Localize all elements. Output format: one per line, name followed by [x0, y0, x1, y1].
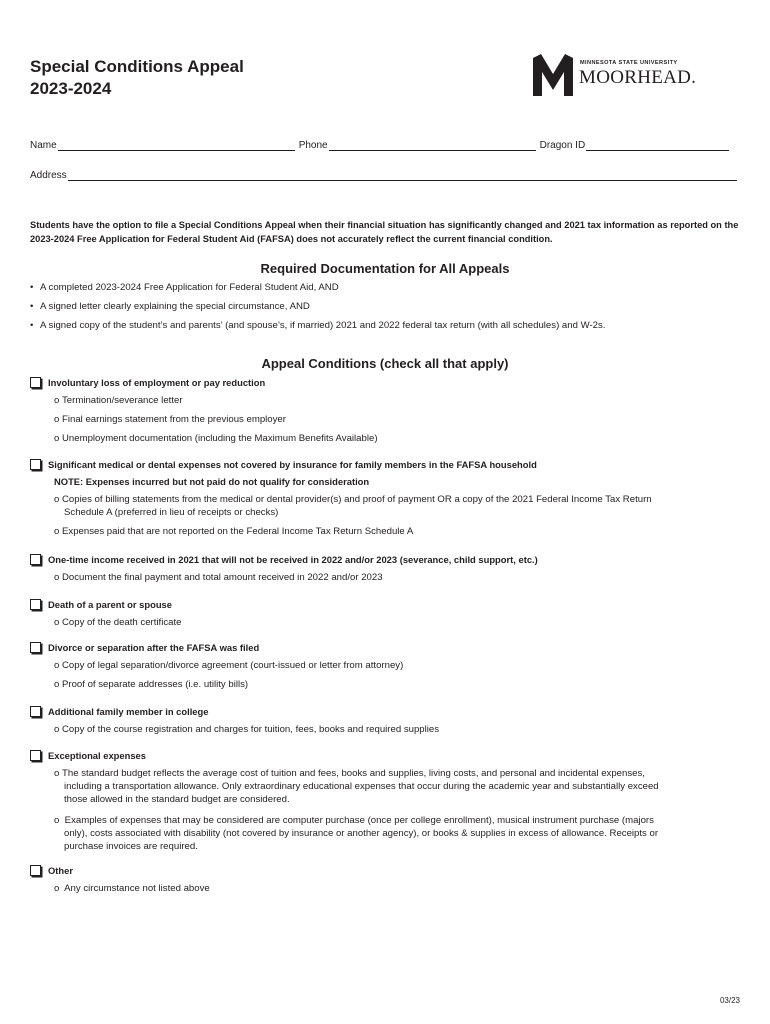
list-item: o Copy of the death certificate	[54, 617, 182, 628]
name-field[interactable]	[58, 141, 295, 151]
list-item: o Copy of the course registration and charges for tuition, fees, books and required supplies	[54, 724, 440, 735]
list-item: o Document the final payment and total amount received in 2022 and/or 2023	[54, 572, 383, 583]
list-item: o Copy of legal separation/divorce agreement (court-issued or letter from attorney)	[54, 660, 404, 671]
address-field[interactable]	[68, 171, 737, 181]
list-item: • A signed copy of the student’s and parents’ (and spouse’s, if married) 2021 and 2022 federal tax return (with all schedules) and W-2s.	[30, 320, 606, 331]
condition-family-in-college: Additional family member in college o Copy of the course registration and charges for tuition, fees, books and required supplies	[30, 706, 439, 736]
address-row	[30, 170, 741, 181]
note-text: NOTE: Expenses incurred but not paid do not qualify for consideration	[54, 476, 370, 487]
checkbox[interactable]	[30, 554, 41, 565]
list-item: • A completed 2023-2024 Free Application for Federal Student Aid, AND	[30, 282, 339, 293]
condition-employment-loss: Involuntary loss of employment or pay reduction o Termination/severance letter o Final earnings statement from the previous employer o Unemployment documentation (including the Maximum Benefits Available)	[30, 377, 378, 445]
list-item: o Examples of expenses that may be considered are computer purchase (once per college enrollment), musical instrument purchase (majors only), costs associated with disability (not covered by insurance or another agency), or books & supplies in excess of allowance. Receipts or purchase invoices are required.	[54, 815, 659, 852]
checkbox[interactable]	[30, 599, 41, 610]
phone-label: Phone	[298, 140, 328, 151]
list-item: o Unemployment documentation (including the Maximum Benefits Available)	[54, 433, 378, 444]
dragon-id-field[interactable]	[586, 141, 729, 151]
appeal-conditions-heading: Appeal Conditions (check all that apply)	[261, 356, 509, 371]
checkbox[interactable]	[30, 706, 41, 717]
msum-m-icon	[531, 52, 575, 98]
page-title	[30, 56, 244, 100]
name-label: Name	[30, 140, 57, 151]
dragon-id-label: Dragon ID	[539, 140, 586, 151]
revision-date: 03/23	[719, 996, 740, 1005]
phone-field[interactable]	[329, 141, 536, 151]
checkbox[interactable]	[30, 750, 41, 761]
logo-name: MOORHEAD.	[579, 67, 697, 88]
intro-paragraph: Students have the option to file a Special Conditions Appeal when their financial situation has significantly changed and 2021 tax information as reported on the 2023-2024 Free Application for Federal Student Aid (FAFSA) does not accurately reflect the current financial condition.	[30, 220, 739, 244]
list-item: o Any circumstance not listed above	[54, 883, 210, 894]
list-item: o Termination/severance letter	[54, 395, 183, 406]
condition-death: Death of a parent or spouse o Copy of the death certificate	[30, 599, 181, 629]
list-item: • A signed letter clearly explaining the special circumstance, AND	[30, 301, 310, 312]
checkbox[interactable]	[30, 377, 41, 388]
list-item: o Copies of billing statements from the medical or dental provider(s) and proof of payment OR a copy of the 2021 Federal Income Tax Return Schedule A (preferred in lieu of receipts or checks)	[54, 494, 652, 518]
list-item: o Expenses paid that are not reported on the Federal Income Tax Return Schedule A	[54, 526, 414, 537]
condition-exceptional-expenses: Exceptional expenses o The standard budget reflects the average cost of tuition and fees, books and supplies, living costs, and personal and incidental expenses, including a transportation allowance. Only extraordinary educational expenses that occur during the academic year and substantially exceed those allowed in the standard budget are considered. o Examples of expenses that may be considered are computer purchase (once per college enrollment), musical instrument purchase (majors only), costs associated with disability (not covered by insurance or another agency), or books & supplies in excess of allowance. Receipts or purchase invoices are required.	[30, 750, 659, 853]
title-line-1: Special Conditions Appeal	[30, 57, 244, 76]
required-docs-list	[30, 282, 605, 339]
checkbox[interactable]	[30, 865, 41, 876]
condition-divorce: Divorce or separation after the FAFSA was filed o Copy of legal separation/divorce agreement (court-issued or letter from attorney) o Proof of separate addresses (i.e. utility bills)	[30, 642, 403, 691]
list-item: o Final earnings statement from the previous employer	[54, 414, 286, 425]
title-line-2: 2023-2024	[30, 79, 112, 98]
checkbox[interactable]	[30, 459, 41, 470]
address-label: Address	[30, 170, 67, 181]
list-item: o Proof of separate addresses (i.e. utility bills)	[54, 679, 249, 690]
contact-fields-row	[30, 140, 733, 151]
logo-subtitle: MINNESOTA STATE UNIVERSITY	[580, 60, 678, 66]
condition-medical-expenses: Significant medical or dental expenses not covered by insurance for family members in the FAFSA household NOTE: Expenses incurred but not paid do not qualify for consideration o Copies of billing statements from the medical or dental provider(s) and proof of payment OR a copy of the 2021 Federal Income Tax Return Schedule A (preferred in lieu of receipts or checks) o Expenses paid that are not reported on the Federal Income Tax Return Schedule A	[30, 459, 652, 538]
condition-other: Other o Any circumstance not listed above	[30, 865, 210, 895]
list-item: o The standard budget reflects the average cost of tuition and fees, books and supplies, living costs, and personal and incidental expenses, including a transportation allowance. Only extraordinary educational expenses that occur during the academic year and substantially exceed those allowed in the standard budget are considered.	[54, 768, 659, 805]
required-docs-heading: Required Documentation for All Appeals	[260, 261, 510, 276]
university-logo	[531, 52, 701, 98]
checkbox[interactable]	[30, 642, 41, 653]
condition-one-time-income: One-time income received in 2021 that will not be received in 2022 and/or 2023 (severance, child support, etc.) o Document the final payment and total amount received in 2022 and/or 2023	[30, 554, 538, 584]
